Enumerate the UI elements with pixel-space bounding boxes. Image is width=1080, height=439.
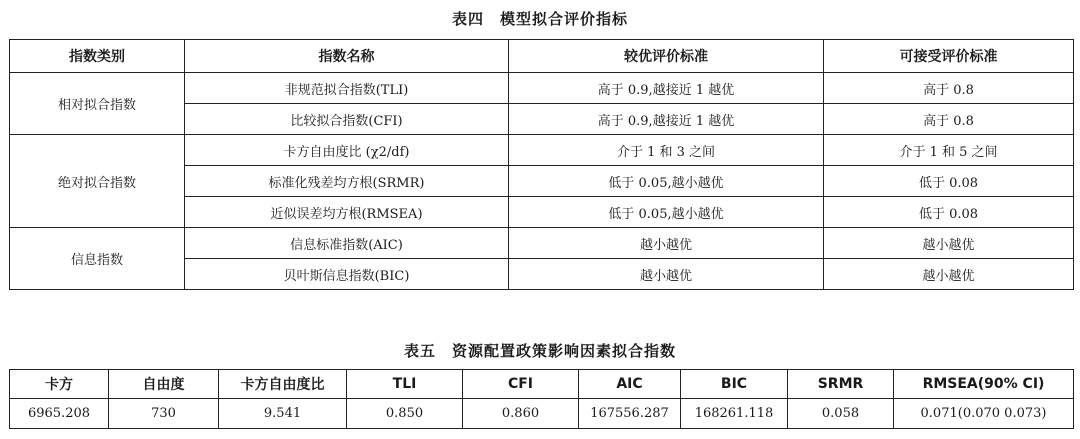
index-name-cell: 近似误差均方根(RMSEA) — [185, 197, 509, 228]
header-acceptable-criterion: 可接受评价标准 — [824, 40, 1074, 73]
header-chi-square: 卡方 — [10, 370, 109, 399]
header-index-category: 指数类别 — [10, 40, 185, 73]
cfi-value: 0.860 — [463, 399, 579, 429]
acceptable-cell: 高于 0.8 — [824, 104, 1074, 135]
table5-caption: 表五 资源配置政策影响因素拟合指数 — [403, 342, 676, 360]
table4-caption: 表四 模型拟合评价指标 — [451, 10, 628, 28]
chi-df-ratio-value: 9.541 — [219, 399, 347, 429]
acceptable-cell: 介于 1 和 5 之间 — [824, 135, 1074, 166]
index-name-cell: 标准化残差均方根(SRMR) — [185, 166, 509, 197]
rmsea-value: 0.071(0.070 0.073) — [894, 399, 1074, 429]
table5-header-row — [10, 370, 1074, 399]
aic-value: 167556.287 — [579, 399, 681, 429]
table-row — [10, 73, 1074, 104]
acceptable-cell: 越小越优 — [824, 259, 1074, 290]
index-name-cell: 非规范拟合指数(TLI) — [185, 73, 509, 104]
category-cell: 相对拟合指数 — [10, 73, 185, 135]
acceptable-cell: 高于 0.8 — [824, 73, 1074, 104]
index-name-cell: 信息标准指数(AIC) — [185, 228, 509, 259]
table4-header-row — [10, 40, 1074, 73]
header-srmr: SRMR — [788, 370, 894, 399]
df-value: 730 — [109, 399, 219, 429]
header-preferred-criterion: 较优评价标准 — [509, 40, 824, 73]
header-cfi: CFI — [463, 370, 579, 399]
header-chi-df-ratio: 卡方自由度比 — [219, 370, 347, 399]
bic-value: 168261.118 — [681, 399, 788, 429]
srmr-value: 0.058 — [788, 399, 894, 429]
tli-value: 0.850 — [347, 399, 463, 429]
acceptable-cell: 越小越优 — [824, 228, 1074, 259]
index-name-cell: 比较拟合指数(CFI) — [185, 104, 509, 135]
table-row — [10, 135, 1074, 166]
preferred-cell: 越小越优 — [509, 259, 824, 290]
acceptable-cell: 低于 0.08 — [824, 197, 1074, 228]
header-index-name: 指数名称 — [185, 40, 509, 73]
header-aic: AIC — [579, 370, 681, 399]
acceptable-cell: 低于 0.08 — [824, 166, 1074, 197]
model-fit-criteria-table — [9, 39, 1074, 290]
table-row — [10, 228, 1074, 259]
header-rmsea: RMSEA(90% CI) — [894, 370, 1074, 399]
index-name-cell: 贝叶斯信息指数(BIC) — [185, 259, 509, 290]
header-bic: BIC — [681, 370, 788, 399]
header-df: 自由度 — [109, 370, 219, 399]
preferred-cell: 介于 1 和 3 之间 — [509, 135, 824, 166]
header-tli: TLI — [347, 370, 463, 399]
category-cell: 信息指数 — [10, 228, 185, 290]
category-cell: 绝对拟合指数 — [10, 135, 185, 228]
preferred-cell: 低于 0.05,越小越优 — [509, 197, 824, 228]
preferred-cell: 高于 0.9,越接近 1 越优 — [509, 73, 824, 104]
preferred-cell: 高于 0.9,越接近 1 越优 — [509, 104, 824, 135]
table-row — [10, 399, 1074, 429]
chi-square-value: 6965.208 — [10, 399, 109, 429]
fit-indices-table — [9, 369, 1074, 429]
index-name-cell: 卡方自由度比 (χ2/df) — [185, 135, 509, 166]
preferred-cell: 低于 0.05,越小越优 — [509, 166, 824, 197]
preferred-cell: 越小越优 — [509, 228, 824, 259]
